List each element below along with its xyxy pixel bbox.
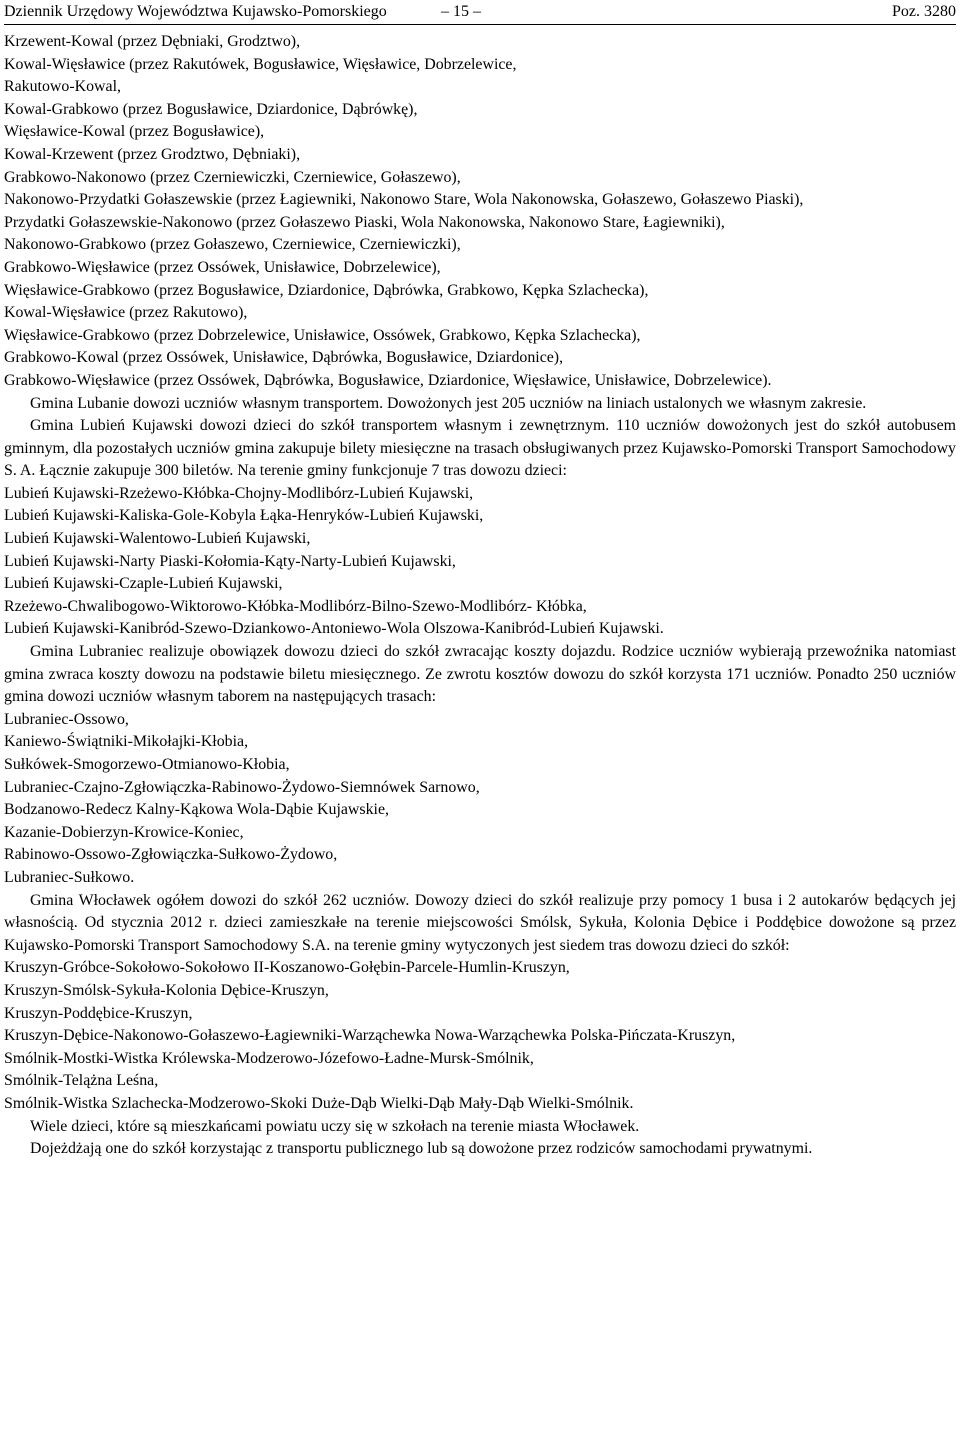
journal-title: Dziennik Urzędowy Województwa Kujawsko-Pomorskiego xyxy=(4,3,387,20)
list-item: Rabinowo-Ossowo-Zgłowiączka-Sułkowo-Żydowo, xyxy=(4,846,338,864)
routes-wloclawek-list xyxy=(4,957,956,1115)
list-item: Kowal-Więsławice (przez Rakutówek, Bogusławice, Więsławice, Dobrzelewice, xyxy=(4,55,517,73)
list-item: Kowal-Więsławice (przez Rakutowo), xyxy=(4,304,248,322)
paragraph-lubien: Gmina Lubień Kujawski dowozi dzieci do szkół transportem własnym i zewnętrznym. 110 uczniów dowożonych jest do szkół autobusem gminnym, dla pozostałych uczniów gmina zakupuje bilety miesięczne na trasach obsługiwanych przez Kujawsko-Pomorski Transport Samochodowy S. A. Łącznie zakupuje 300 biletów. Na terenie gminy funkcjonuje 7 tras dowozu dzieci: xyxy=(4,417,956,480)
list-item: Lubień Kujawski-Czaple-Lubień Kujawski, xyxy=(4,575,283,593)
list-item: Krzewent-Kowal (przez Dębniaki, Grodztwo), xyxy=(4,33,301,50)
list-item: Smólnik-Telążna Leśna, xyxy=(4,1072,159,1090)
list-item: Kazanie-Dobierzyn-Krowice-Koniec, xyxy=(4,823,244,841)
list-item: Kruszyn-Dębice-Nakonowo-Gołaszewo-Łagiewniki-Warząchewka Nowa-Warząchewka Polska-Pińczata-Kruszyn, xyxy=(4,1027,736,1045)
page-header xyxy=(4,2,956,25)
paragraph-lubanie: Gmina Lubanie dowozi uczniów własnym transportem. Dowożonych jest 205 uczniów na liniach ustalonych we własnym zakresie. xyxy=(30,394,867,412)
list-item: Kruszyn-Smólsk-Sykuła-Kolonia Dębice-Kruszyn, xyxy=(4,981,329,999)
list-item: Lubień Kujawski-Kaliska-Gole-Kobyla Łąka-Henryków-Lubień Kujawski, xyxy=(4,507,484,525)
paragraph-wloclawek: Gmina Włocławek ogółem dowozi do szkół 262 uczniów. Dowozy dzieci do szkół realizuje przy pomocy 1 busa i 2 autokarów będących jej własnością. Od stycznia 2012 r. dzieci zamieszkałe na terenie miejscowości Smólsk, Sykuła, Kolonia Dębice i Poddębice dowożone są przez Kujawsko-Pomorski Transport Samochodowy S.A. na terenie gminy wytyczonych jest siedem tras dowozu dzieci do szkół: xyxy=(4,891,956,954)
list-item: Sułkówek-Smogorzewo-Otmianowo-Kłobia, xyxy=(4,756,290,773)
list-item: Przydatki Gołaszewskie-Nakonowo (przez Gołaszewo Piaski, Wola Nakonowska, Nakonowo Stare, Łagiewniki), xyxy=(4,213,725,231)
list-item: Kowal-Grabkowo (przez Bogusławice, Dziardonice, Dąbrówkę), xyxy=(4,100,418,118)
list-item: Grabkowo-Więsławice (przez Ossówek, Dąbrówka, Bogusławice, Dziardonice, Więsławice, Unisławice, Dobrzelewice). xyxy=(4,371,772,389)
list-item: Rzeżewo-Chwalibogowo-Wiktorowo-Kłóbka-Modlibórz-Bilno-Szewo-Modlibórz- Kłóbka, xyxy=(4,597,587,615)
list-item: Więsławice-Kowal (przez Bogusławice), xyxy=(4,123,265,141)
list-item: Smólnik-Wistka Szlachecka-Modzerowo-Skoki Duże-Dąb Wielki-Dąb Mały-Dąb Wielki-Smólnik. xyxy=(4,1094,634,1112)
list-item: Więsławice-Grabkowo (przez Dobrzelewice, Unisławice, Ossówek, Grabkowo, Kępka Szlachecka), xyxy=(4,326,641,344)
list-item: Rakutowo-Kowal, xyxy=(4,78,121,96)
paragraph-many-children: Wiele dzieci, które są mieszkańcami powiatu uczy się w szkołach na terenie miasta Włocławek. xyxy=(30,1117,640,1135)
list-item: Smólnik-Mostki-Wistka Królewska-Modzerowo-Józefowo-Ładne-Mursk-Smólnik, xyxy=(4,1049,534,1067)
list-item: Kowal-Krzewent (przez Grodztwo, Dębniaki), xyxy=(4,145,301,163)
paragraph-commuting: Dojeżdżają one do szkół korzystając z transportu publicznego lub są dowożone przez rodziców samochodami prywatnymi. xyxy=(30,1140,813,1158)
list-item: Lubraniec-Sułkowo. xyxy=(4,868,135,886)
list-item: Lubień Kujawski-Narty Piaski-Kołomia-Kąty-Narty-Lubień Kujawski, xyxy=(4,552,456,570)
list-item: Lubień Kujawski-Rzeżewo-Kłóbka-Chojny-Modlibórz-Lubień Kujawski, xyxy=(4,484,474,502)
routes-lubien-list xyxy=(4,483,956,641)
routes-kowal-list xyxy=(4,31,956,393)
list-item: Nakonowo-Grabkowo (przez Gołaszewo, Czerniewice, Czerniewiczki), xyxy=(4,236,461,254)
list-item: Kruszyn-Gróbce-Sokołowo-Sokołowo II-Koszanowo-Gołębin-Parcele-Humlin-Kruszyn, xyxy=(4,959,570,977)
list-item: Kruszyn-Poddębice-Kruszyn, xyxy=(4,1004,193,1022)
list-item: Lubraniec-Ossowo, xyxy=(4,710,129,728)
paragraph-lubraniec: Gmina Lubraniec realizuje obowiązek dowozu dzieci do szkół zwracając koszty dojazdu. Rodzice uczniów wybierają przewoźnika natomiast gmina zwraca koszty dowozu na podstawie biletu miesięcznego. Ze zwrotu kosztów dowozu do szkół korzysta 171 uczniów. Ponadto 250 uczniów gmina dowozi uczniów własnym taborem na następujących trasach: xyxy=(4,643,956,706)
list-item: Lubień Kujawski-Walentowo-Lubień Kujawski, xyxy=(4,530,311,548)
routes-lubraniec-list xyxy=(4,709,956,890)
list-item: Lubień Kujawski-Kanibród-Szewo-Dziankowo-Antoniewo-Wola Olszowa-Kanibród-Lubień Kujawski. xyxy=(4,620,664,638)
list-item: Więsławice-Grabkowo (przez Bogusławice, Dziardonice, Dąbrówka, Grabkowo, Kępka Szlachecka), xyxy=(4,281,649,299)
list-item: Nakonowo-Przydatki Gołaszewskie (przez Łagiewniki, Nakonowo Stare, Wola Nakonowska, Gołaszewo, Gołaszewo Piaski), xyxy=(4,191,804,209)
list-item: Grabkowo-Kowal (przez Ossówek, Unisławice, Dąbrówka, Bogusławice, Dziardonice), xyxy=(4,349,564,367)
list-item: Lubraniec-Czajno-Zgłowiączka-Rabinowo-Żydowo-Siemnówek Sarnowo, xyxy=(4,778,480,796)
position-number: Poz. 3280 xyxy=(892,3,956,20)
page-number: – 15 – xyxy=(441,3,481,20)
list-item: Kaniewo-Świątniki-Mikołajki-Kłobia, xyxy=(4,733,249,751)
list-item: Bodzanowo-Redecz Kalny-Kąkowa Wola-Dąbie Kujawskie, xyxy=(4,801,389,819)
list-item: Grabkowo-Więsławice (przez Ossówek, Unisławice, Dobrzelewice), xyxy=(4,258,441,276)
list-item: Grabkowo-Nakonowo (przez Czerniewiczki, Czerniewice, Gołaszewo), xyxy=(4,168,461,186)
